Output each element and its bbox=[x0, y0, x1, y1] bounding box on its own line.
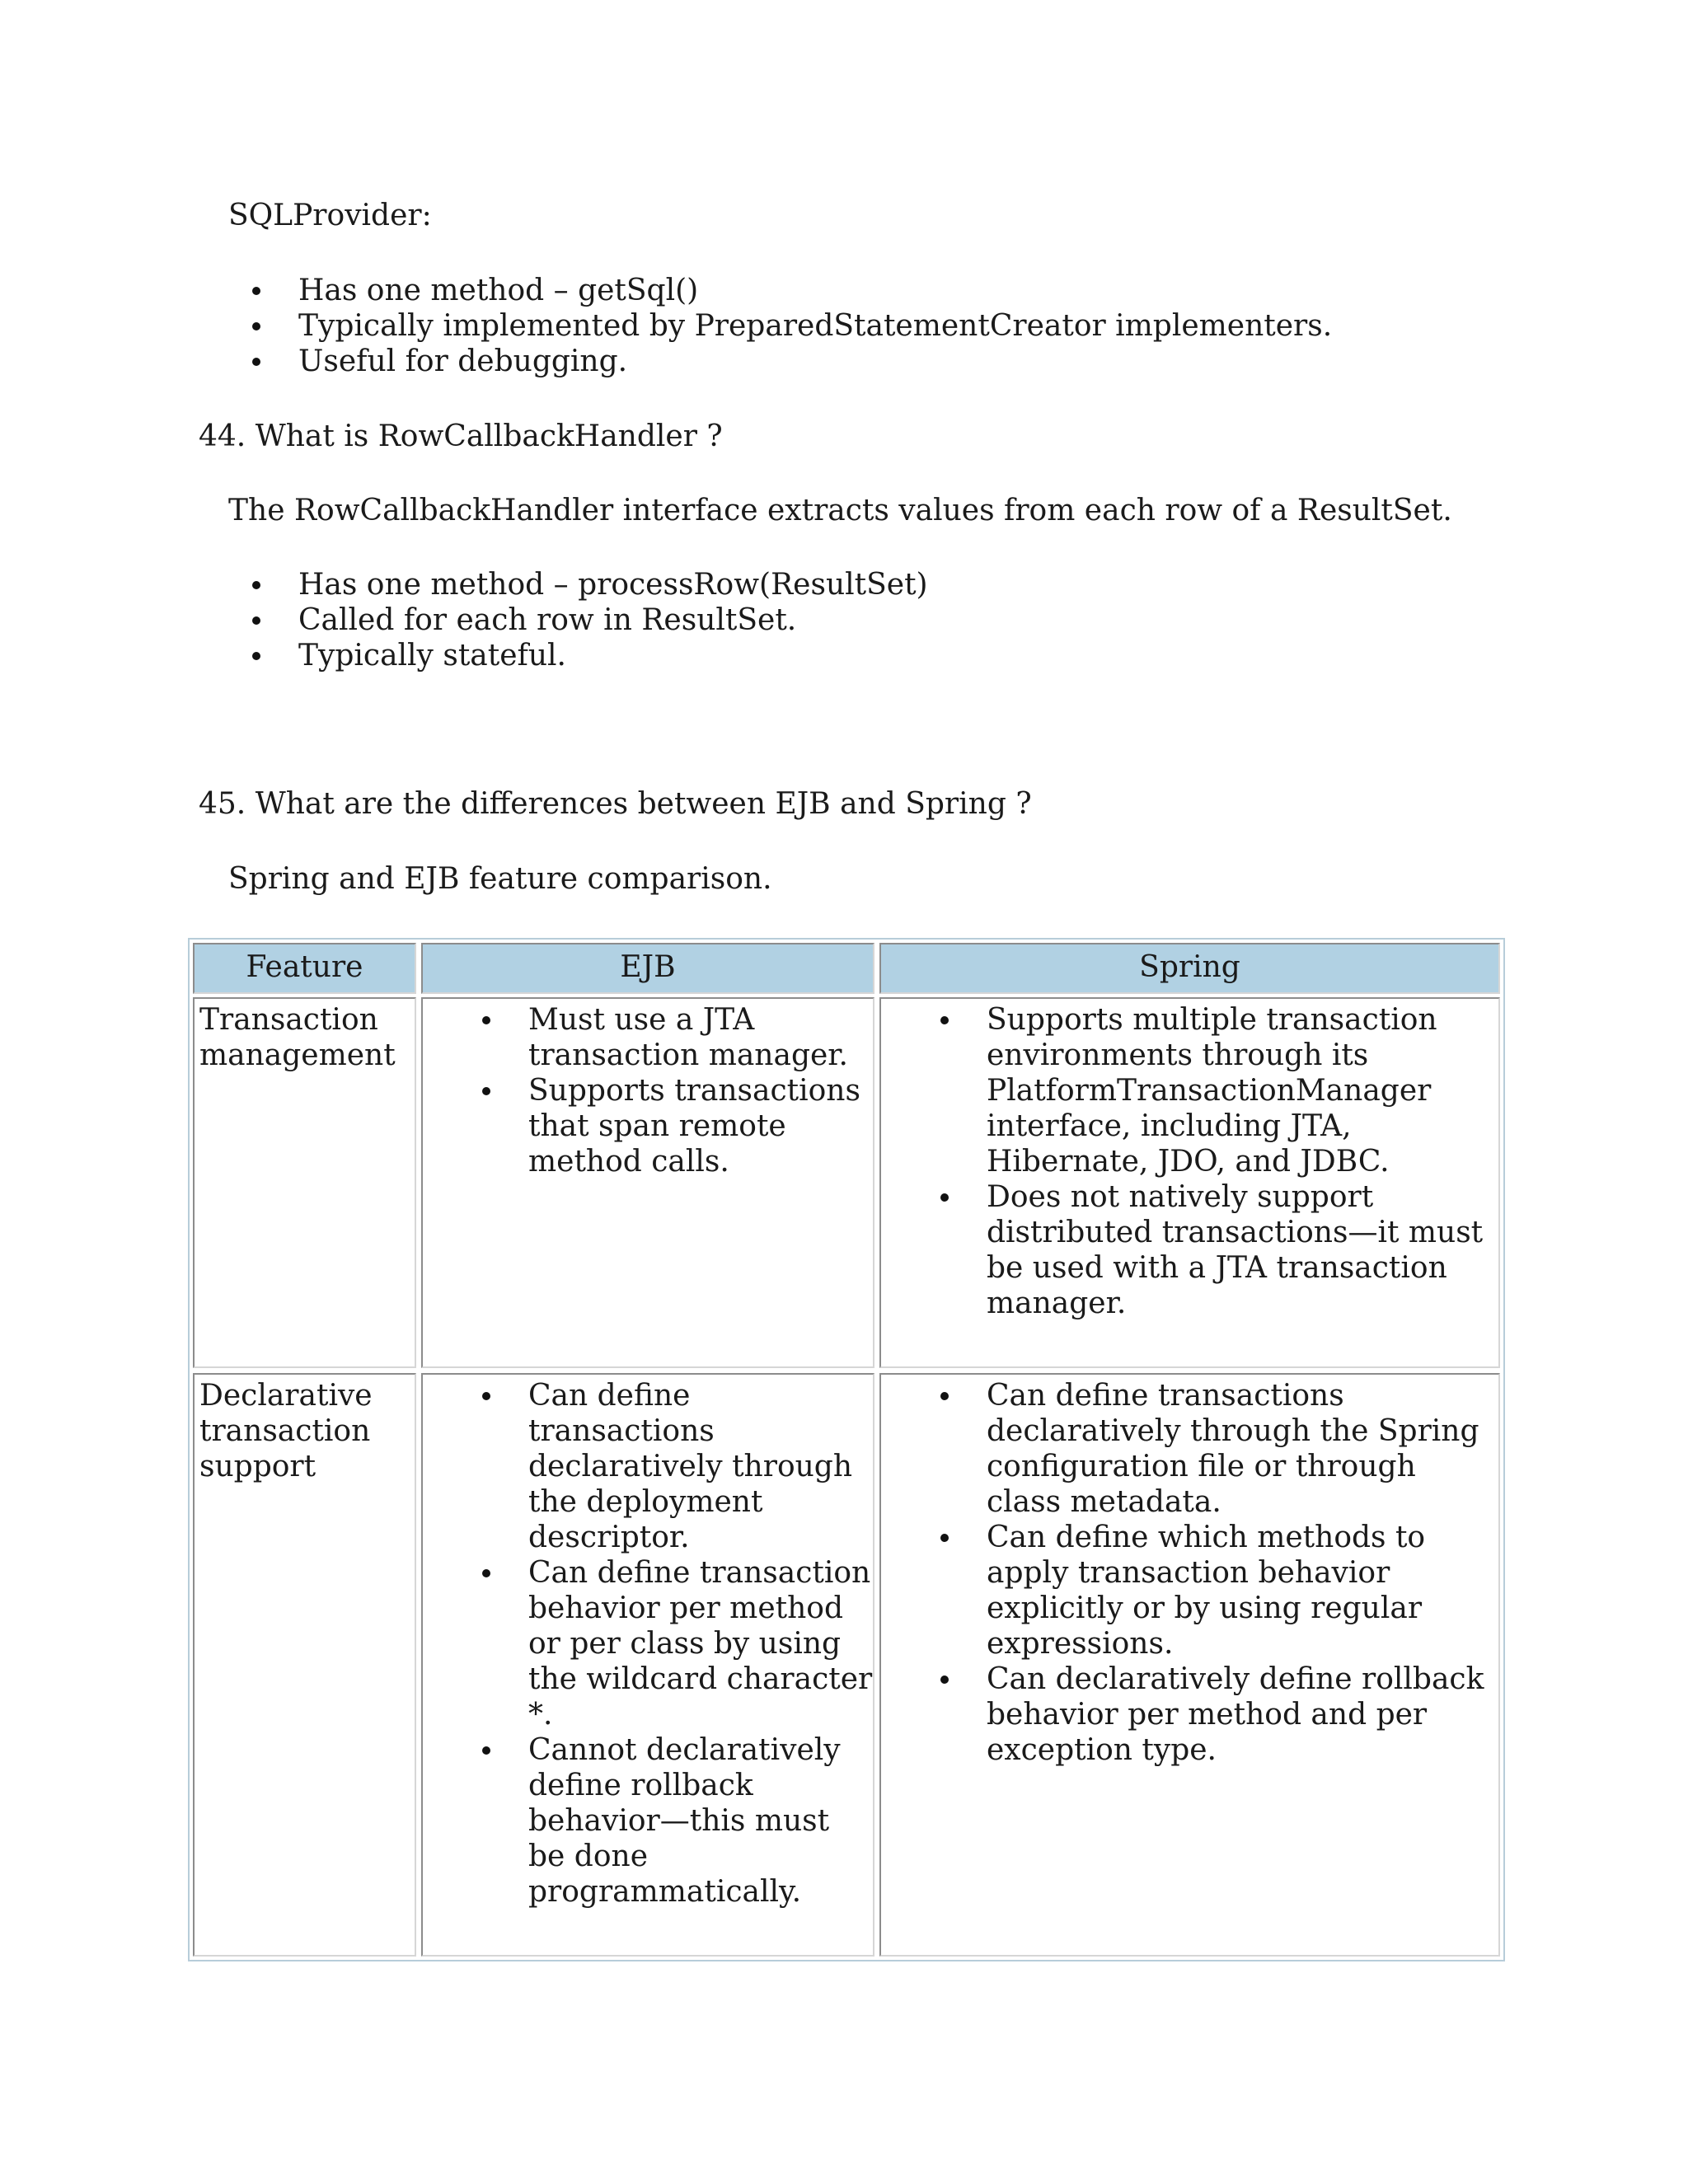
question-44-bullet-list bbox=[247, 567, 928, 673]
list-item: Can define transactions declaratively through the Spring configuration file or through class metadata. bbox=[886, 1378, 1498, 1520]
list-item: Typically implemented by PreparedStatementCreator implementers. bbox=[247, 308, 1332, 344]
list-item: Can define which methods to apply transaction behavior explicitly or by using regular expressions. bbox=[886, 1520, 1498, 1661]
ejb-bullet-list bbox=[428, 1378, 873, 1910]
list-item: Does not natively support distributed transactions—it must be used with a JTA transaction manager. bbox=[886, 1179, 1498, 1321]
table-cell-spring bbox=[879, 1373, 1500, 1957]
sqlprovider-label: SQLProvider: bbox=[228, 199, 432, 232]
spring-bullet-list bbox=[886, 1378, 1498, 1768]
comparison-table bbox=[188, 938, 1505, 1961]
list-item: Can define transaction behavior per method or per class by using the wildcard character *. bbox=[428, 1555, 873, 1732]
question-44-heading: 44. What is RowCallbackHandler ? bbox=[199, 419, 723, 453]
table-header-ejb: EJB bbox=[421, 943, 874, 994]
ejb-bullet-list bbox=[428, 1002, 873, 1179]
list-item: Can define transactions declaratively through the deployment descriptor. bbox=[428, 1378, 873, 1555]
list-item: Typically stateful. bbox=[247, 638, 928, 673]
spring-bullet-list bbox=[886, 1002, 1498, 1321]
feature-label: Declarative transaction support bbox=[199, 1379, 373, 1483]
table-cell-feature bbox=[193, 997, 416, 1368]
list-item: Can declaratively define rollback behavior per method and per exception type. bbox=[886, 1661, 1498, 1768]
question-45-heading: 45. What are the differences between EJB and Spring ? bbox=[199, 787, 1032, 821]
table-cell-ejb bbox=[421, 1373, 874, 1957]
list-item: Supports multiple transaction environments through its PlatformTransactionManager interface, including JTA, Hibernate, JDO, and JDBC. bbox=[886, 1002, 1498, 1179]
list-item: Supports transactions that span remote method calls. bbox=[428, 1073, 873, 1179]
table-cell-spring bbox=[879, 997, 1500, 1368]
table-header-spring: Spring bbox=[879, 943, 1500, 994]
question-44-intro: The RowCallbackHandler interface extracts values from each row of a ResultSet. bbox=[228, 494, 1452, 527]
sqlprovider-bullet-list bbox=[247, 273, 1332, 379]
feature-label: Transaction management bbox=[199, 1003, 396, 1072]
list-item: Called for each row in ResultSet. bbox=[247, 602, 928, 638]
list-item: Has one method – getSql() bbox=[247, 273, 1332, 308]
list-item: Must use a JTA transaction manager. bbox=[428, 1002, 873, 1073]
list-item: Cannot declaratively define rollback behavior—this must be done programmatically. bbox=[428, 1732, 873, 1910]
question-45-intro: Spring and EJB feature comparison. bbox=[228, 862, 772, 896]
table-cell-ejb bbox=[421, 997, 874, 1368]
list-item: Useful for debugging. bbox=[247, 344, 1332, 379]
list-item: Has one method – processRow(ResultSet) bbox=[247, 567, 928, 602]
table-header-feature: Feature bbox=[193, 943, 416, 994]
table-cell-feature bbox=[193, 1373, 416, 1957]
